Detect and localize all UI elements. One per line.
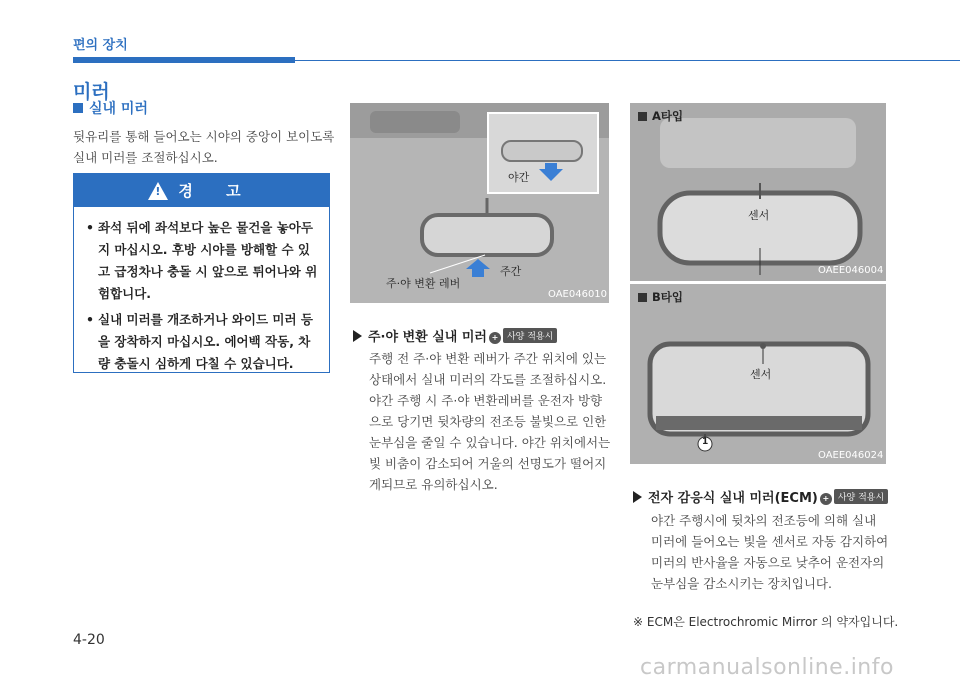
- figure-code: OAE046010: [548, 289, 608, 300]
- ecm-heading: [633, 487, 888, 506]
- option-badge: 사양 적용시: [834, 489, 888, 504]
- sensor-label-b: 센서: [750, 368, 772, 381]
- header-rule: [295, 60, 960, 61]
- warning-box: [73, 173, 330, 373]
- plus-icon: +: [820, 493, 832, 505]
- triangle-bullet-icon: [633, 491, 642, 503]
- day-night-title: 주·야 변환 실내 미러: [368, 330, 487, 345]
- figure-a-code: OAEE046004: [818, 265, 884, 276]
- option-badge: 사양 적용시: [503, 328, 557, 343]
- triangle-bullet-icon: [353, 330, 362, 342]
- page-number: 4-20: [73, 632, 105, 648]
- section-title: 미러: [73, 81, 110, 103]
- day-label: 주간: [500, 265, 522, 278]
- figure-type-a: [630, 103, 886, 281]
- plus-icon: +: [489, 332, 501, 344]
- mirror-illustration: [350, 103, 609, 303]
- watermark-text: carmanualsonline.info: [640, 655, 894, 680]
- type-a-tag: [638, 108, 683, 124]
- subsection-title: 실내 미러: [89, 101, 148, 117]
- chapter-title: 편의 장치: [73, 38, 128, 53]
- square-bullet-icon: [73, 103, 83, 113]
- type-a-label: A타입: [652, 109, 684, 123]
- warning-item: • 좌석 뒤에 좌석보다 높은 물건을 놓아두지 마십시오. 후방 시야를 방해할 수 있고 급정차나 충돌 시 앞으로 튀어나와 위험합니다.: [86, 217, 321, 305]
- callout-number: 1: [702, 437, 709, 447]
- ecm-mirror-a-illustration: [630, 103, 886, 281]
- intro-text: 뒷유리를 통해 들어오는 시야의 중앙이 보이도록 실내 미러를 조절하십시오.: [73, 129, 335, 165]
- sensor-label-a: 센서: [748, 209, 770, 222]
- day-night-body: 주행 전 주·야 변환 레버가 주간 위치에 있는 상태에서 실내 미러의 각도를 조절하십시오. 야간 주행 시 주·야 변환레버를 운전자 방향으로 당기면 뒷차량의 전조등 불빛으로 인한 눈부심을 줄일 수 있습니다. 야간 위치에서는 빛 비춤이 감소되어 거울의 선명도가 떨어지게되므로 유의하십시오.: [369, 351, 611, 492]
- night-label: 야간: [508, 171, 530, 184]
- square-bullet-icon: [638, 112, 647, 121]
- header-accent-bar: [73, 57, 295, 63]
- subsection-heading: [73, 98, 148, 118]
- square-bullet-icon: [638, 293, 647, 302]
- figure-b-code: OAEE046024: [818, 450, 884, 461]
- warning-item: • 실내 미러를 개조하거나 와이드 미러 등을 장착하지 마십시오. 에어백 작동, 차량 충돌시 심하게 다칠 수 있습니다.: [86, 309, 321, 375]
- warning-triangle-icon: !: [148, 182, 168, 200]
- warning-title: 경 고: [178, 182, 255, 200]
- figure-type-b: [630, 284, 886, 464]
- ecm-body: 야간 주행시에 뒷차의 전조등에 의해 실내 미러에 들어오는 빛을 센서로 자동 감지하여 미러의 반사율을 자동으로 낮추어 운전자의 눈부심을 감소시키는 장치입니다.: [651, 513, 889, 591]
- type-b-label: B타입: [652, 290, 683, 304]
- warning-header: [74, 174, 329, 207]
- note-mark: ※: [633, 615, 644, 629]
- figure-day-night-mirror: [350, 103, 609, 303]
- lever-label: 주·야 변환 레버: [386, 277, 461, 290]
- day-night-heading: [353, 326, 557, 345]
- warning-list: [86, 217, 321, 375]
- ecm-title: 전자 감응식 실내 미러(ECM): [648, 491, 818, 506]
- type-b-tag: [638, 289, 683, 305]
- ecm-note: [633, 613, 898, 630]
- note-text: ECM은 Electrochromic Mirror 의 약자입니다.: [646, 615, 899, 629]
